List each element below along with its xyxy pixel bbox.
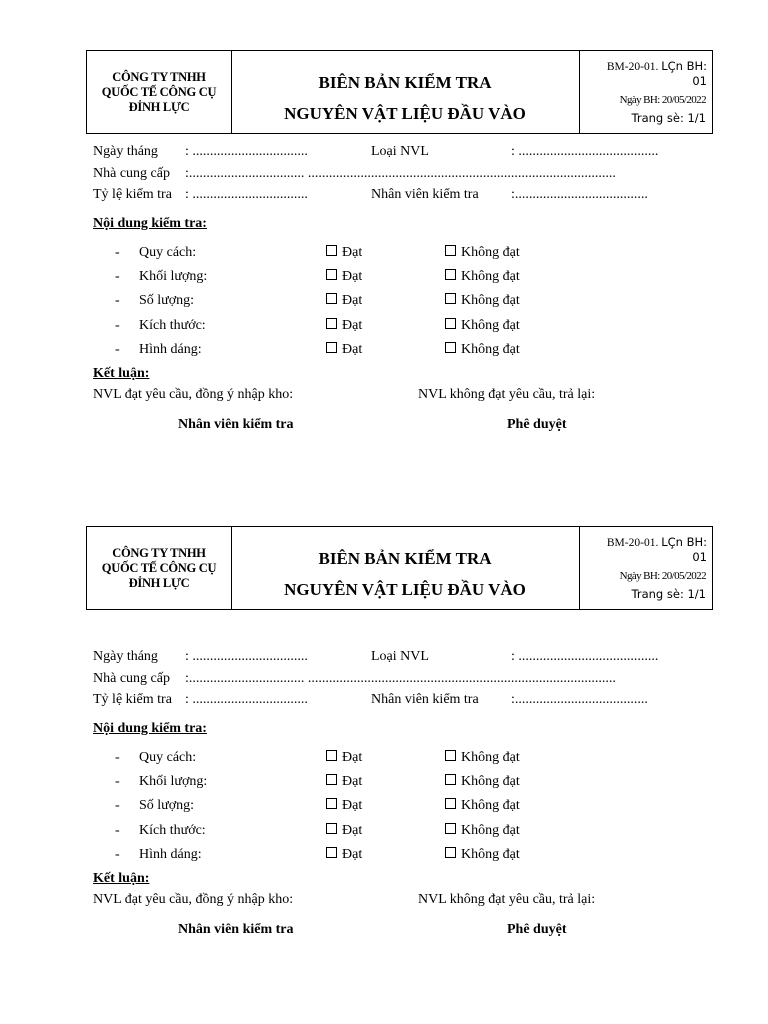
document-title: BIÊN BẢN KIỂM TRA	[318, 549, 492, 568]
document-subtitle: NGUYÊN VẬT LIỆU ĐẦU VÀO	[284, 104, 526, 123]
fail-option[interactable]	[445, 847, 520, 863]
page-number: Trang sè: 1/1	[631, 587, 706, 601]
checkbox-icon[interactable]	[326, 774, 337, 785]
company-line: CÔNG TY TNHH	[112, 69, 206, 84]
pass-label: Đạt	[342, 245, 363, 260]
item-label: Kích thước:	[139, 822, 206, 838]
pass-label: Đạt	[342, 317, 363, 333]
fail-label: Không đạt	[461, 798, 520, 814]
company-name	[87, 527, 232, 609]
fail-option[interactable]	[445, 774, 520, 790]
page-number: Trang sè: 1/1	[631, 111, 706, 125]
pass-option[interactable]	[326, 798, 362, 814]
conclusion-rejected: NVL không đạt yêu cầu, trả lại:	[418, 892, 596, 907]
header-table	[86, 526, 713, 610]
conclusion-heading: Kết luận:	[93, 366, 150, 381]
item-label: Khối lượng:	[139, 774, 208, 790]
document-title: BIÊN BẢN KIỂM TRA	[318, 73, 492, 92]
item-label: Hình dáng:	[139, 341, 202, 357]
form-code: BM-20-01. LÇn BH: 01	[606, 535, 707, 564]
company-line: ĐỈNH LỰC	[128, 99, 190, 114]
pass-option[interactable]	[326, 750, 362, 766]
supplier-field: :................................. ........................................................................................	[185, 166, 616, 181]
pass-label: Đạt	[342, 798, 363, 814]
approval-signature-label: Phê duyệt	[507, 922, 567, 937]
inspection-heading: Nội dung kiểm tra:	[93, 721, 207, 736]
title-cell	[231, 527, 580, 609]
item-bullet: -	[115, 846, 120, 862]
pass-option[interactable]	[326, 823, 362, 839]
item-bullet: -	[115, 245, 120, 260]
checkbox-icon[interactable]	[445, 847, 456, 858]
fail-label: Không đạt	[461, 269, 520, 285]
fail-label: Không đạt	[461, 774, 520, 790]
issue-date: Ngày BH: 20/05/2022	[619, 94, 706, 106]
fail-label: Không đạt	[461, 341, 520, 357]
pass-label: Đạt	[342, 822, 363, 838]
document-subtitle: NGUYÊN VẬT LIỆU ĐẦU VÀO	[284, 580, 526, 599]
date-label: Ngày tháng	[93, 144, 158, 159]
pass-label: Đạt	[342, 750, 363, 765]
company-line: CÔNG TY TNHH	[112, 545, 206, 560]
date-field: : .................................	[185, 649, 308, 664]
fail-label: Không đạt	[461, 245, 520, 260]
checkbox-icon[interactable]	[326, 823, 337, 834]
item-label: Hình dáng:	[139, 846, 202, 862]
ratio-field: : .................................	[185, 187, 308, 202]
inspector-field: :......................................	[511, 692, 648, 707]
company-line: ĐỈNH LỰC	[128, 575, 190, 590]
item-label: Số lượng:	[139, 798, 195, 814]
fail-label: Không đạt	[461, 846, 520, 862]
checkbox-icon[interactable]	[445, 823, 456, 834]
inspector-label: Nhân viên kiểm tra	[371, 187, 479, 202]
conclusion-accepted: NVL đạt yêu cầu, đồng ý nhập kho:	[93, 387, 294, 402]
item-bullet: -	[115, 774, 120, 790]
inspector-label: Nhân viên kiểm tra	[371, 692, 479, 707]
supplier-field: :................................. ........................................................................................	[185, 671, 616, 686]
material-type-label: Loại NVL	[371, 649, 429, 664]
checkbox-icon[interactable]	[445, 798, 456, 809]
item-bullet: -	[115, 798, 120, 814]
inspector-field: :......................................	[511, 187, 648, 202]
supplier-label: Nhà cung cấp	[93, 671, 170, 686]
approval-signature-label: Phê duyệt	[507, 417, 567, 432]
item-label: Quy cách:	[139, 750, 197, 765]
pass-option[interactable]	[326, 774, 362, 790]
inspection-heading: Nội dung kiểm tra:	[93, 216, 207, 231]
pass-label: Đạt	[342, 269, 363, 285]
fail-option[interactable]	[445, 798, 520, 814]
pass-label: Đạt	[342, 293, 363, 309]
item-label: Số lượng:	[139, 293, 195, 309]
item-bullet: -	[115, 293, 120, 309]
ratio-label: Tỷ lệ kiểm tra	[93, 692, 172, 707]
form-code: BM-20-01. LÇn BH: 01	[606, 59, 707, 88]
inspector-signature-label: Nhân viên kiểm tra	[178, 922, 294, 937]
ratio-label: Tỷ lệ kiểm tra	[93, 187, 172, 202]
checkbox-icon[interactable]	[326, 847, 337, 858]
fail-label: Không đạt	[461, 750, 520, 765]
item-label: Quy cách:	[139, 245, 197, 260]
conclusion-accepted: NVL đạt yêu cầu, đồng ý nhập kho:	[93, 892, 294, 907]
material-type-field: : ........................................	[511, 649, 659, 664]
pass-label: Đạt	[342, 341, 363, 357]
date-label: Ngày tháng	[93, 649, 158, 664]
ratio-field: : .................................	[185, 692, 308, 707]
material-type-label: Loại NVL	[371, 144, 429, 159]
document-info	[579, 527, 712, 609]
supplier-label: Nhà cung cấp	[93, 166, 170, 181]
material-type-field: : ........................................	[511, 144, 659, 159]
checkbox-icon[interactable]	[326, 798, 337, 809]
inspector-signature-label: Nhân viên kiểm tra	[178, 417, 294, 432]
pass-label: Đạt	[342, 774, 363, 790]
fail-option[interactable]	[445, 750, 520, 766]
checkbox-icon[interactable]	[326, 750, 337, 761]
item-label: Kích thước:	[139, 317, 206, 333]
item-bullet: -	[115, 317, 120, 333]
item-bullet: -	[115, 822, 120, 838]
item-bullet: -	[115, 341, 120, 357]
fail-label: Không đạt	[461, 822, 520, 838]
checkbox-icon[interactable]	[445, 750, 456, 761]
fail-label: Không đạt	[461, 293, 520, 309]
company-line: QUỐC TẾ CÔNG CỤ	[101, 560, 217, 575]
item-bullet: -	[115, 269, 120, 285]
fail-option[interactable]	[445, 823, 520, 839]
conclusion-rejected: NVL không đạt yêu cầu, trả lại:	[418, 387, 596, 402]
checkbox-icon[interactable]	[445, 774, 456, 785]
item-label: Khối lượng:	[139, 269, 208, 285]
pass-label: Đạt	[342, 846, 363, 862]
company-line: QUỐC TẾ CÔNG CỤ	[101, 84, 217, 99]
pass-option[interactable]	[326, 847, 362, 863]
date-field: : .................................	[185, 144, 308, 159]
fail-label: Không đạt	[461, 317, 520, 333]
issue-date: Ngày BH: 20/05/2022	[619, 570, 706, 582]
item-bullet: -	[115, 750, 120, 765]
conclusion-heading: Kết luận:	[93, 871, 150, 886]
